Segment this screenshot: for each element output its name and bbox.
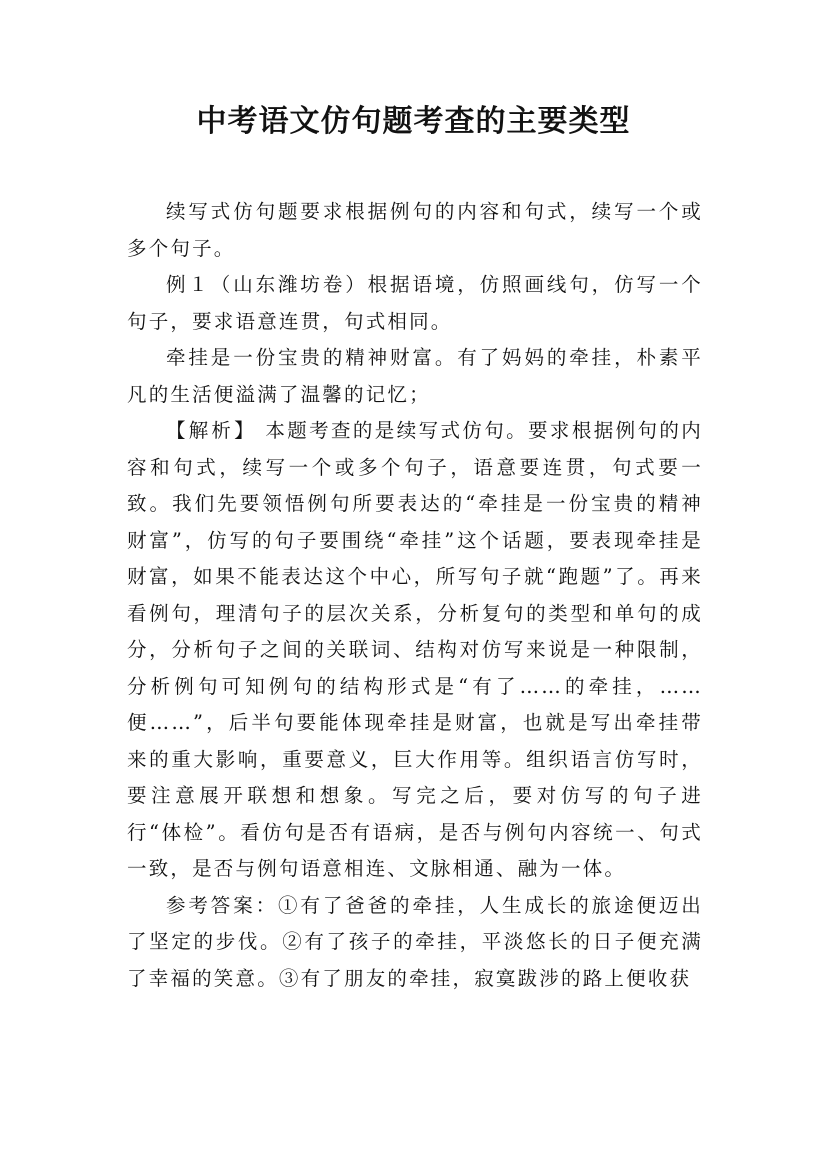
analysis-text: 本题考查的是续写式仿句。要求根据例句的内容和句式，续写一个或多个句子，语意要连贯，句式要一致。我们先要领悟例句所要表达的“牵挂是一份宝贵的精神财富”，仿写的句子要围绕“牵挂”这个话题，要表现牵挂是财富，如果不能表达这个中心，所写句子就“跑题”了。再来看例句，理清句子的层次关系，分析复句的类型和单句的成分，分析句子之间的关联词、结构对仿写来说是一种限制，分析例句可知例句的结构形式是“有了……的牵挂，……便……”，后半句要能体现牵挂是财富，也就是写出牵挂带来的重大影响，重要意义，巨大作用等。组织语言仿写时，要注意展开联想和想象。写完之后，要对仿写的句子进行“体检”。看仿句是否有语病，是否与例句内容统一、句式一致，是否与例句语意相连、文脉相通、融为一体。 [127,419,703,880]
paragraph-intro: 续写式仿句题要求根据例句的内容和句式，续写一个或多个句子。 [127,200,703,260]
analysis-tag: 【解析】 [166,419,257,442]
paragraph-analysis [127,413,703,888]
paragraph-example-sentence: 牵挂是一份宝贵的精神财富。有了妈妈的牵挂，朴素平凡的生活便溢满了温馨的记忆； [127,346,703,406]
document-body [127,194,703,997]
paragraph-answer: 参考答案：①有了爸爸的牵挂，人生成长的旅途便迈出了坚定的步伐。②有了孩子的牵挂，平淡悠长的日子便充满了幸福的笑意。③有了朋友的牵挂，寂寞跋涉的路上便收获 [127,893,703,990]
document-title: 中考语文仿句题考查的主要类型 [196,104,631,139]
paragraph-example-prompt: 例１（山东潍坊卷）根据语境，仿照画线句，仿写一个句子，要求语意连贯，句式相同。 [127,273,703,333]
